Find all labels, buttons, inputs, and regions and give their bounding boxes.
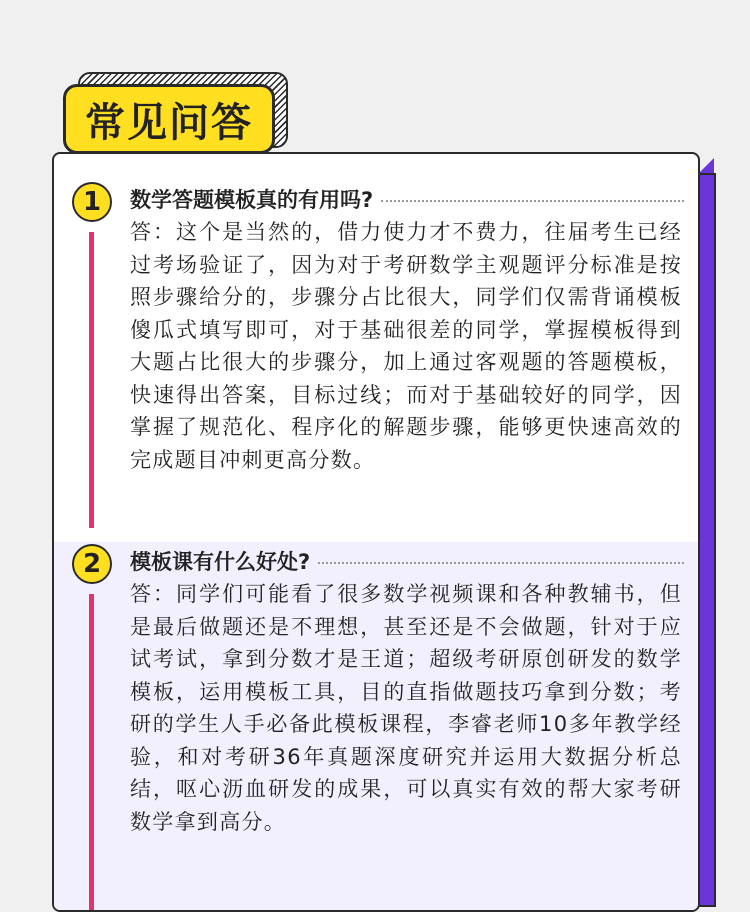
faq-card [52,152,700,912]
question-text: 数学答题模板真的有用吗? [130,188,374,212]
number-badge: 1 [72,182,112,222]
faq-item-2 [72,544,684,904]
number-badge: 2 [72,544,112,584]
answer-text: 答：同学们可能看了很多数学视频课和各种教辅书，但是最后做题还是不理想，甚至还是不会做题，针对于应试考试，拿到分数才是王道；超级考研原创研发的数学模板，运用模板工具，目的直指做题技巧拿到分数；考研的学生人手必备此模板课程，李睿老师10多年教学经验，和对考研36年真题深度研究并运用大数据分析总结，呕心沥血研发的成果，可以真实有效的帮大家考研数学拿到高分。 [130,582,682,834]
question-row [130,184,684,214]
accent-bar [89,594,94,912]
question-text: 模板课有什么好处? [130,550,311,574]
question-row [130,546,684,576]
dotted-divider [318,562,684,564]
faq-item-1 [72,182,684,542]
accent-bar [89,232,94,528]
card-shadow-corner [698,158,714,174]
answer-text: 答：这个是当然的，借力使力才不费力，往届考生已经过考场验证了，因为对于考研数学主观题评分标准是按照步骤给分的，步骤分占比很大，同学们仅需背诵模板傻瓜式填写即可，对于基础很差的同学，掌握模板得到大题占比很大的步骤分，加上通过客观题的答题模板，快速得出答案，目标过线；而对于基础较好的同学，因掌握了规范化、程序化的解题步骤，能够更快速高效的完成题目冲刺更高分数。 [130,220,682,472]
section-title-badge [63,84,275,154]
dotted-divider [381,200,684,202]
card-shadow [698,173,716,907]
section-title: 常见问答 [85,99,253,146]
